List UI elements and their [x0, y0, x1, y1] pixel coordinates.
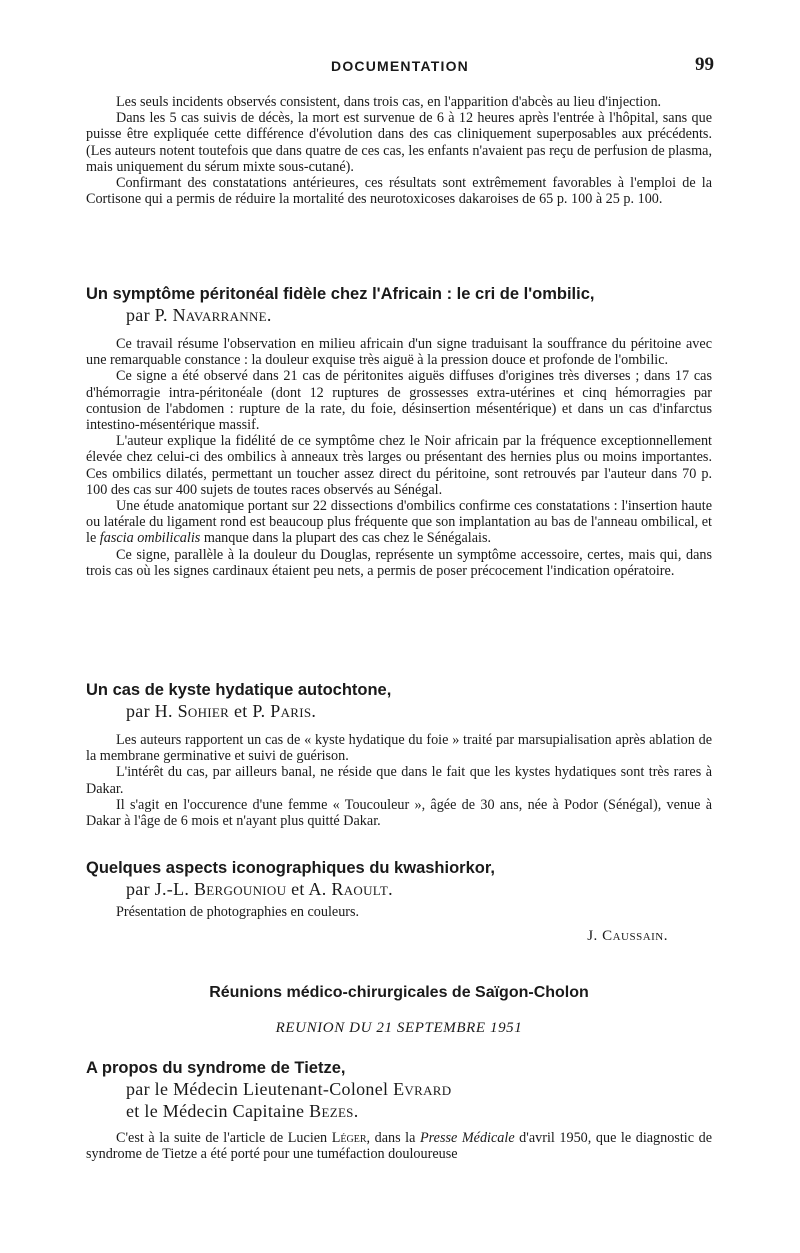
byline-conjunction: et A. — [291, 879, 327, 899]
text-run: manque dans la plupart des cas chez le Sénégalais. — [200, 530, 492, 547]
signature-name: Caussain. — [602, 928, 668, 945]
meeting-date: REUNION DU 21 SEPTEMBRE 1951 — [275, 1020, 523, 1036]
text-run: Une étude anatomique portant sur 22 dissections d'ombilics confirme ces constatations : l'insertion haute ou latérale du ligament rond est beaucoup plus fréquente que son implantation au bas de l'anneau ombilical, et le — [86, 498, 712, 547]
article-title: Quelques aspects iconographiques du kwashiorkor, — [86, 859, 495, 877]
intro-paragraph-1: Les seuls incidents observés consistent, dans trois cas, en l'apparition d'abcès au lieu d'injection. — [116, 94, 662, 110]
author-name: Sohier — [177, 701, 230, 721]
intro-section — [86, 94, 712, 207]
article-paragraph — [86, 1130, 712, 1162]
article-kwashiorkor — [86, 858, 712, 945]
cited-author: Léger — [331, 1130, 367, 1146]
article-title: Un cas de kyste hydatique autochtone, — [86, 681, 392, 699]
author-name: Bergouniou — [194, 879, 287, 899]
article-byline — [126, 878, 712, 900]
intro-paragraph-2: Dans les 5 cas suivis de décès, la mort est survenue de 6 à 12 heures après l'entrée à l'hôpital, sans que puisse être expliquée cette différence d'évolution dans des cas cliniquement superposables aux précédents. (Les auteurs notent toutefois que dans quatre de ces cas, les enfants n'avaient pas reçu de perfusion de plasma, mais uniquement du sérum mixte sous-cutané). — [86, 110, 712, 175]
article-paragraph: Ce signe a été observé dans 21 cas de péritonites aiguës diffuses d'origines très diverses ; dans 17 cas d'hémorragie intra-péritonéale (dont 12 ruptures de grossesses extra-utérines et cinq hémorragies par contusion de l'abdomen : rupture de la rate, du foie, désinsertion mésentérique) et dans un cas d'infarctus intestino-mésentérique massif. — [86, 368, 712, 434]
article-byline — [126, 304, 712, 326]
article-paragraph: L'auteur explique la fidélité de ce symptôme chez le Noir africain par la fréquence exceptionnellement élevée chez celui-ci des ombilics à anneaux très larges ou présentant des hernies plus ou moins importantes. Ces ombilics dilatés, permettant un toucher assez direct du péritoine, sont retrouvés par l'auteur dans 70 p. 100 des cas sur 400 sujets de toutes races observés au Sénégal. — [86, 433, 712, 498]
running-title: DOCUMENTATION — [331, 58, 469, 74]
byline-line — [126, 1100, 712, 1122]
article-paragraph — [86, 498, 712, 547]
running-header — [0, 56, 800, 80]
article-paragraph: L'intérêt du cas, par ailleurs banal, ne réside que dans le fait que les kystes hydatiques sont très rares à Dakar. — [86, 764, 712, 797]
text-run: , dans la — [366, 1130, 420, 1146]
italic-term: fascia ombilicalis — [99, 530, 201, 547]
byline-prefix: par J.-L. — [126, 879, 190, 899]
article-paragraph: Les auteurs rapportent un cas de « kyste hydatique du foie » traité par marsupialisation après ablation de la membrane germinative et suivi de guérison. — [86, 732, 712, 765]
byline-conjunction: et P. — [233, 701, 266, 721]
article-paragraph: Présentation de photographies en couleurs. — [116, 904, 360, 920]
byline-prefix: par P. — [126, 305, 168, 325]
article-paragraph: Ce travail résume l'observation en milieu africain d'un signe traduisant la souffrance du péritoine avec une remarquable constance : la douleur exquise très aiguë à la pression douce et profonde de l'ombilic. — [86, 336, 712, 369]
meeting-header — [86, 984, 712, 1037]
article-title: A propos du syndrome de Tietze, — [86, 1059, 346, 1077]
byline-prefix: par H. — [126, 701, 173, 721]
author-name: Raoult. — [331, 879, 393, 899]
signature — [86, 928, 712, 945]
meeting-title: Réunions médico-chirurgicales de Saïgon-Cholon — [209, 984, 589, 1001]
author-name: Paris. — [270, 701, 317, 721]
page-number: 99 — [695, 54, 714, 75]
author-name: Navarranne. — [172, 305, 272, 325]
author-name: Bezes. — [309, 1101, 359, 1121]
author-name: Evrard — [393, 1079, 452, 1099]
byline-prefix: par le Médecin Lieutenant-Colonel — [126, 1079, 389, 1099]
article-paragraph: Ce signe, parallèle à la douleur du Douglas, représente un symptôme accessoire, certes, mais qui, dans trois cas où les signes cardinaux étaient peu nets, a permis de poser précocement l'indication opératoire. — [86, 546, 712, 579]
article-byline — [126, 1078, 712, 1122]
signature-initial: J. — [587, 928, 598, 945]
article-title: Un symptôme péritonéal fidèle chez l'Africain : le cri de l'ombilic, — [86, 285, 595, 303]
byline-prefix: et le Médecin Capitaine — [126, 1101, 305, 1121]
byline-line — [126, 1078, 712, 1100]
article-paragraph: Il s'agit en l'occurence d'une femme « Toucouleur », âgée de 30 ans, née à Podor (Sénégal), venue à Dakar à l'âge de 6 mois et n'ayant plus quitté Dakar. — [86, 796, 712, 830]
journal-name: Presse Médicale — [419, 1130, 515, 1146]
article-hydatid-cyst — [86, 680, 712, 829]
text-run: C'est à la suite de l'article de Lucien — [116, 1130, 332, 1146]
article-byline — [126, 700, 712, 722]
article-tietze — [86, 1058, 712, 1162]
text-run: d'avril 1950, que le diagnostic de syndrome de Tietze a été porté pour une tuméfaction douloureuse — [86, 1130, 712, 1163]
intro-paragraph-3: Confirmant des constatations antérieures, ces résultats sont extrêmement favorables à l'emploi de la Cortisone qui a permis de réduire la mortalité des neurotoxicoses dakaroises de 65 p. 100 à 25 p. 100. — [86, 175, 712, 208]
article-peritoneal-symptom — [86, 284, 712, 579]
